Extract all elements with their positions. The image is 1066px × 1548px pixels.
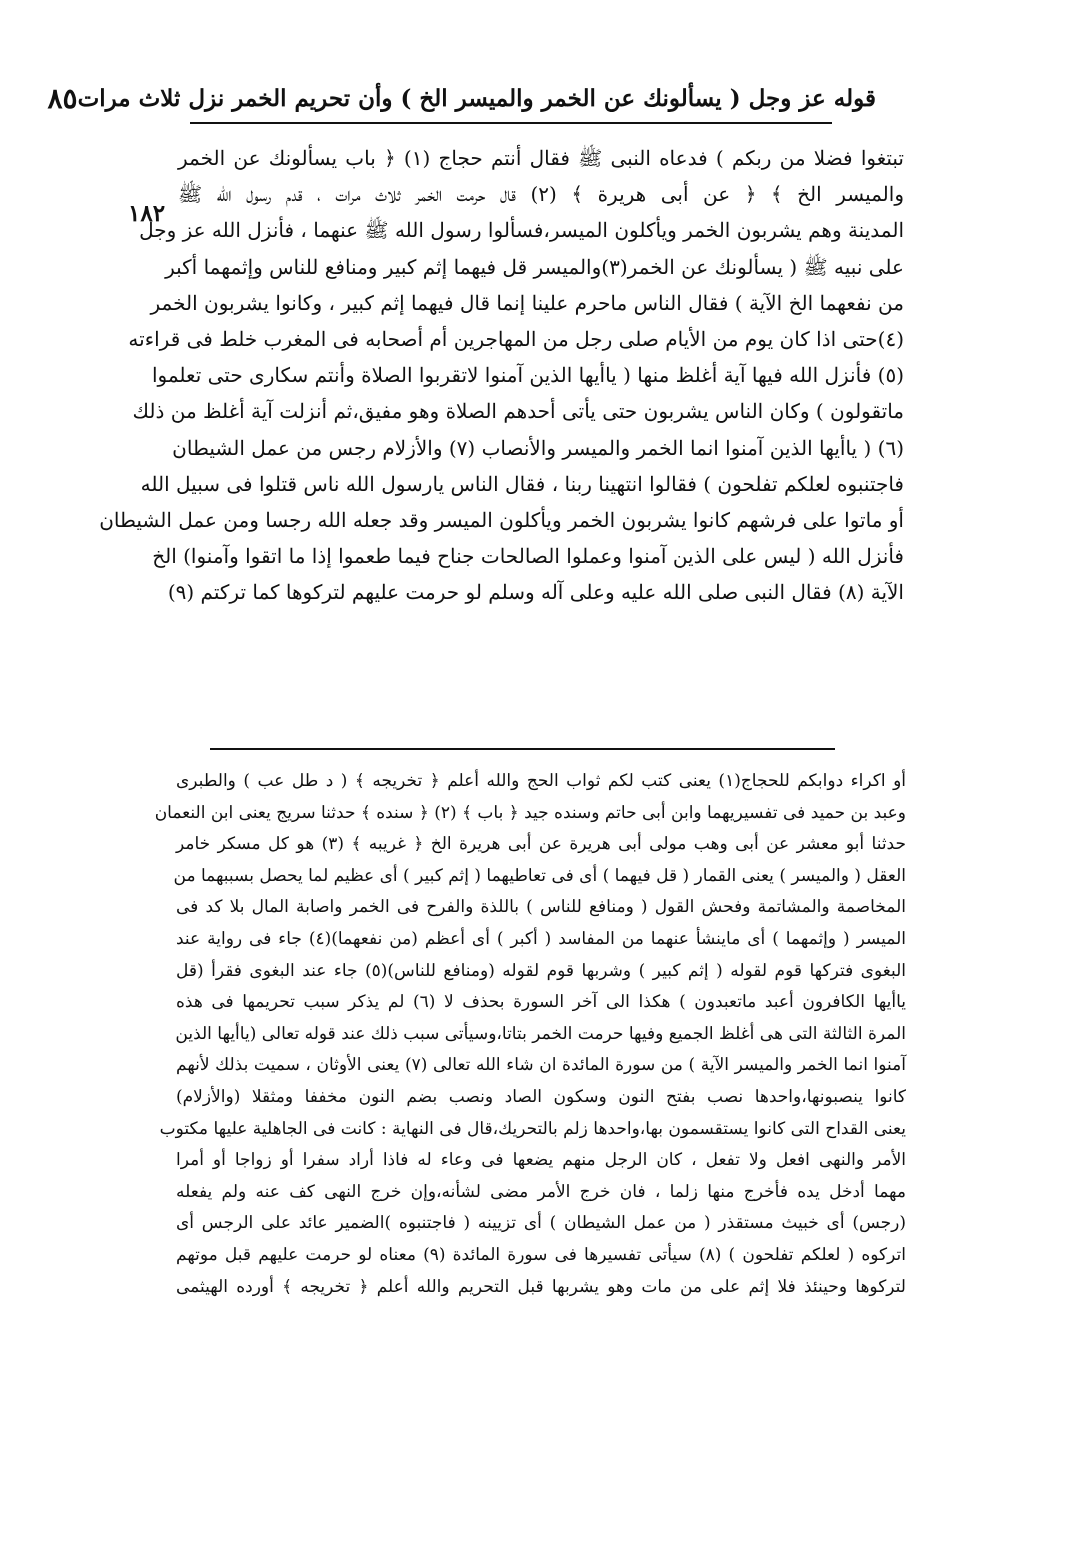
running-head [47, 78, 876, 118]
page-number: ٨٥ [47, 81, 78, 115]
running-title: قوله عز وجل ( يسألونك عن الخمر والميسر الخ ) وأن تحريم الخمر نزل ثلاث مرات [77, 84, 876, 112]
main-line: أو ماتوا على فرشهم كانوا يشربون الخمر ويأكلون الميسر وقد جعله الله رجسا ومن عمل الشيطان [99, 507, 904, 532]
footnote-line: كانوا ينصبونها،واحدها نصب بفتح النون وسكون الصاد ونصب بضم النون مخففا ومثقلا (والأزلام) [176, 1086, 906, 1107]
margin-hadith-number: ١٨٢ [128, 200, 166, 227]
footnote-line: المرة الثالثة التى هى أغلظ الجميع وفيها حرمت الخمر بتاتا،وسيأتى سبب ذلك عند قوله تعالى (ياأيها الذين [175, 1023, 906, 1044]
footnote-line: اتركوه ( لعلكم تفلحون ) (٨) سيأتى تفسيرها فى سورة المائدة (٩) معناه لو حرمت عليهم قبل موتهم [176, 1244, 906, 1265]
footnote-line: أو اكراء دوابكم للحجاج(١) يعنى كتب لكم ثواب الحج والله أعلم ﴿ تخريجه ﴾ ( د طل عب ) والطبرى [176, 771, 906, 791]
footnote-line: حدثنا أبو معشر عن أبى وهب مولى أبى هريرة عن أبى هريرة الخ ﴿ غريبه ﴾ (٣) هو كل مسكر خامر [176, 834, 906, 855]
header-rule [190, 122, 832, 124]
main-line: والميسر الخ ﴾ ﴿ عن أبى هريرة ﴾ (٢) قال حرمت الخمر ثلاث مرات ، قدم رسول الله ﷺ [178, 182, 904, 207]
main-line: ماتقولون ) وكان الناس يشربون حتى يأتى أحدهم الصلاة وهو مفيق،ثم أنزلت آية أغلظ من ذلك [132, 399, 904, 424]
main-line: على نبيه ﷺ ( يسألونك عن الخمر(٣)والميسر قل فيهما إثم كبير ومنافع للناس وإثمهما أكبر [165, 254, 904, 279]
main-line: (٦) ( ياأيها الذين آمنوا انما الخمر والميسر والأنصاب (٧) والأزلام رجس من عمل الشيطان [172, 435, 904, 460]
footnotes [154, 766, 906, 1303]
footnote-line: يعنى القداح التى كانوا يستقسمون بها،واحدها زلم بالتحريك،قال فى النهاية : كانت فى الجاهلية عليها مكتوب [159, 1118, 906, 1139]
footnote-line: آمنوا انما الخمر والميسر الآية ) من سورة المائدة ان شاء الله تعالى (٧) يعنى الأوثان ، سميت بذلك لأنهم [176, 1055, 906, 1076]
footnote-line: وعبد بن حميد فى تفسيريهما وابن أبى حاتم وسنده جيد ﴿ باب ﴾ (٢) ﴿ سنده ﴾ حدثنا سريج يعنى ابن النعمان [154, 802, 906, 823]
main-line: فأنزل الله ( ليس على الذين آمنوا وعملوا الصالحات جناح فيما طعموا إذا ما اتقوا وآمنوا) الخ [152, 544, 904, 569]
footnote-line: الميسر ( وإثمهما ) أى ماينشأ عنهما من المفاسد ( أكبر ) أى أعظم (من نفعهما)(٤) جاء فى رواية عند [176, 928, 906, 949]
footnote-line: البغوى فتركها قوم لقوله ( إثم كبير ) وشربها قوم لقوله (ومنافع للناس)(٥) جاء عند البغوى فقرأ (قل [176, 960, 906, 981]
main-line: تبتغوا فضلا من ربكم ) فدعاه النبى ﷺ فقال أنتم حجاج (١) ﴿ باب يسألونك عن الخمر [178, 146, 904, 170]
footnote-line: لتركوها وحينئذ فلا إثم على من مات وهو يشربها قبل التحريم والله أعلم ﴿ تخريجه ﴾ أورده الهيثمى [176, 1276, 906, 1297]
footnote-line: العقل ( والميسر ) يعنى القمار ( قل فيهما ) أى فى تعاطيهما ( إثم كبير ) أى عظيم لما يحصل بسببهما من [173, 865, 906, 886]
main-line: الآية (٨) فقال النبى صلى الله عليه وعلى آله وسلم لو حرمت عليهم لتركوها كما تركتم (٩) [167, 580, 904, 605]
main-line: من نفعهما الخ الآية ) فقال الناس ماحرم علينا إنما قال فيهما إثم كبير ، وكانوا يشربون الخمر [150, 290, 904, 315]
main-line: المدينة وهم يشربون الخمر ويأكلون الميسر،فسألوا رسول الله ﷺ عنهما ، فأنزل الله عز وجل [139, 218, 904, 243]
footnote-line: (رجس) أى خبيث مستقذر ( من عمل الشيطان ) أى تزيينه ( فاجتنبوه )الضمير عائد على الرجس أى [176, 1213, 906, 1234]
footnote-separator [210, 748, 835, 750]
main-line: (٥) فأنزل الله فيها آية أغلظ منها ( ياأيها الذين آمنوا لاتقربوا الصلاة وأنتم سكارى حتى تعلموا [151, 363, 904, 388]
footnote-line: المخاصمة والمشاتمة وفحش القول ( ومنافع للناس ) باللذة والفرح فى الخمر واصابة المال بلا كد فى [176, 897, 906, 918]
footnote-line: مهما أدخل يده فأخرج منها زلما ، فان خرج الأمر مضى لشأنه،وإن خرج النهى كف عنه ولم يفعله [176, 1181, 906, 1202]
main-line: (٤)حتى اذا كان يوم من الأيام صلى رجل من المهاجرين أم أصحابه فى المغرب خلط فى قراءته [128, 326, 904, 351]
footnote-line: ياأيها الكافرون أعبد ماتعبدون ) هكذا الى آخر السورة بحذف لا (٦) لم يذكر سبب تحريمها فى هذه [176, 992, 906, 1013]
main-line: فاجتنبوه لعلكم تفلحون ) فقالوا انتهينا ربنا ، فقال الناس يارسول الله ناس قتلوا فى سبيل الله [140, 471, 904, 496]
footnote-line: الأمر والنهى افعل ولا تفعل ، كان الرجل منهم يضعها فى وعاء له فاذا أراد سفرا أو زواجا أو أمرا [176, 1150, 906, 1171]
